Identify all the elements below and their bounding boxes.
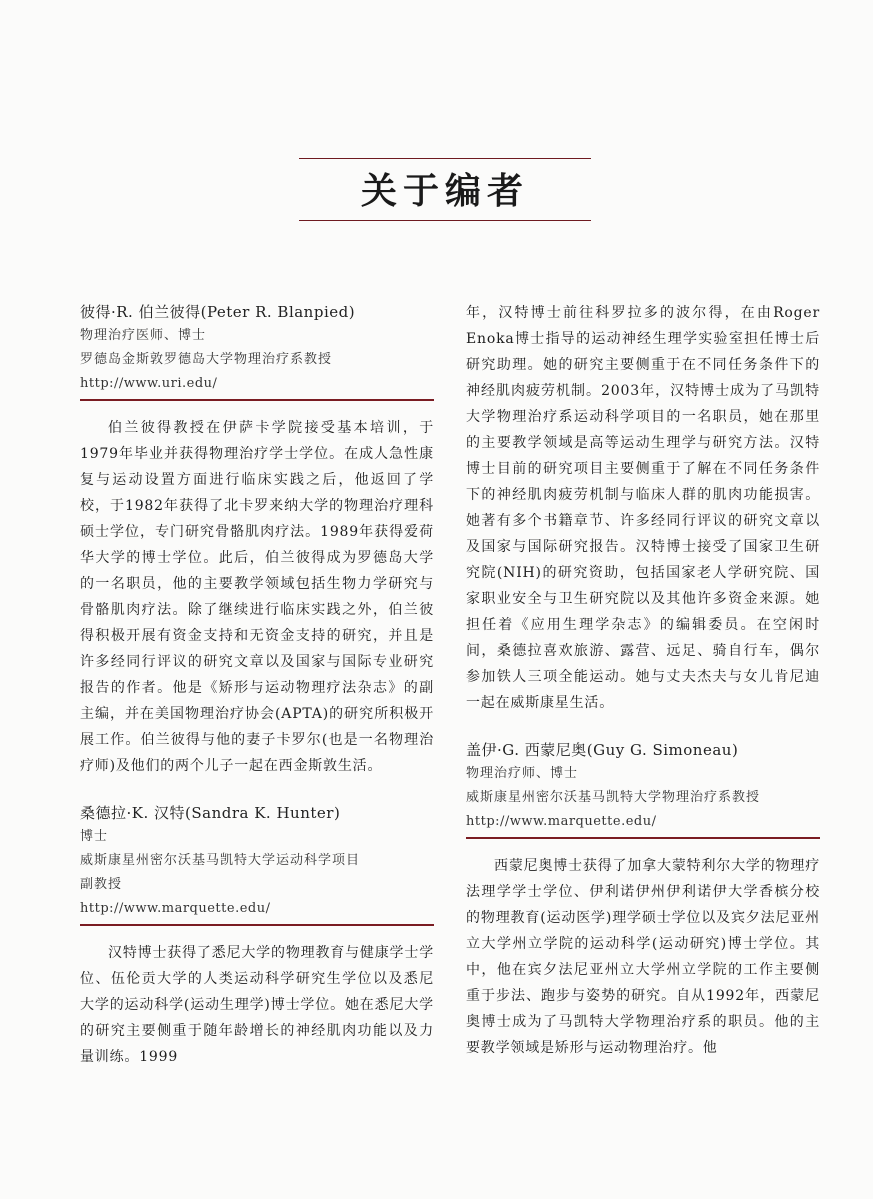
editor-url: http://www.marquette.edu/: [80, 901, 271, 916]
page-title: 关于编者: [360, 170, 529, 212]
left-column: [80, 300, 434, 1070]
right-column: [466, 300, 820, 1061]
editor-entry-blanpied: [80, 300, 434, 779]
editor-bio: 汉特博士获得了悉尼大学的物理教育与健康学士学位、伍伦贡大学的人类运动科学研究生学位以及悉尼大学的运动科学(运动生理学)博士学位。她在悉尼大学的研究主要侧重于随年龄增长的神经肌肉功能以及力量训练。1999: [80, 945, 434, 1065]
editor-entry-simoneau: [466, 738, 820, 1061]
editor-name: 彼得·R. 伯兰彼得(Peter R. Blanpied): [80, 303, 356, 321]
editor-title: 博士: [80, 829, 109, 844]
editor-url: http://www.uri.edu/: [80, 376, 218, 391]
separator-rule: [466, 837, 820, 839]
title-rule-bottom: [299, 220, 591, 221]
editor-affiliation: 威斯康星州密尔沃基马凯特大学物理治疗系教授: [466, 790, 761, 805]
separator-rule: [80, 924, 434, 926]
editor-affiliation: 威斯康星州密尔沃基马凯特大学运动科学项目: [80, 853, 361, 868]
editor-name: 桑德拉·K. 汉特(Sandra K. Hunter): [80, 804, 341, 822]
editor-affiliation-cont: 副教授: [80, 877, 123, 892]
editor-title: 物理治疗师、博士: [466, 766, 579, 781]
editor-name: 盖伊·G. 西蒙尼奥(Guy G. Simoneau): [466, 741, 739, 759]
editor-bio: 西蒙尼奥博士获得了加拿大蒙特利尔大学的物理疗法理学学士学位、伊利诺伊州伊利诺伊大学香槟分校的物理教育(运动医学)理学硕士学位以及宾夕法尼亚州立大学州立学院的运动科学(运动研究)博士学位。其中，他在宾夕法尼亚州立大学州立学院的工作主要侧重于步法、跑步与姿势的研究。自从1992年，西蒙尼奥博士成为了马凯特大学物理治疗系的职员。他的主要教学领域是矫形与运动物理治疗。他: [466, 858, 820, 1056]
editor-entry-hunter: [80, 801, 434, 1070]
title-rule-top: [299, 158, 591, 159]
separator-rule: [80, 399, 434, 401]
editor-bio: 伯兰彼得教授在伊萨卡学院接受基本培训，于1979年毕业并获得物理治疗学士学位。在成人急性康复与运动设置方面进行临床实践之后，他返回了学校，于1982年获得了北卡罗来纳大学的物理治疗理科硕士学位，专门研究骨骼肌肉疗法。1989年获得爱荷华大学的博士学位。此后，伯兰彼得成为罗德岛大学的一名职员，他的主要教学领域包括生物力学研究与骨骼肌肉疗法。除了继续进行临床实践之外，伯兰彼得积极开展有资金支持和无资金支持的研究，并且是许多经同行评议的研究文章以及国家与国际专业研究报告的作者。他是《矫形与运动物理疗法杂志》的副主编，并在美国物理治疗协会(APTA)的研究所积极开展工作。伯兰彼得与他的妻子卡罗尔(也是一名物理治疗师)及他们的两个儿子一起在西金斯敦生活。: [80, 420, 434, 774]
editor-bio-continued: 年，汉特博士前往科罗拉多的波尔得，在由Roger Enoka博士指导的运动神经生理学实验室担任博士后研究助理。她的研究主要侧重于在不同任务条件下的神经肌肉疲劳机制。2003年，汉特博士成为了马凯特大学物理治疗系运动科学项目的一名职员，她在那里的主要教学领域是高等运动生理学与研究方法。汉特博士目前的研究项目主要侧重于了解在不同任务条件下的神经肌肉疲劳机制与临床人群的肌肉功能损害。她著有多个书籍章节、许多经同行评议的研究文章以及国家与国际研究报告。汉特博士接受了国家卫生研究院(NIH)的研究资助，包括国家老人学研究院、国家职业安全与卫生研究院以及其他许多资金来源。她担任着《应用生理学杂志》的编辑委员。在空闲时间，桑德拉喜欢旅游、露营、远足、骑自行车，偶尔参加铁人三项全能运动。她与丈夫杰夫与女儿肯尼迪一起在威斯康星生活。: [466, 305, 820, 711]
editor-affiliation: 罗德岛金斯敦罗德岛大学物理治疗系教授: [80, 352, 333, 367]
editor-url: http://www.marquette.edu/: [466, 814, 657, 829]
editor-title: 物理治疗医师、博士: [80, 328, 207, 343]
